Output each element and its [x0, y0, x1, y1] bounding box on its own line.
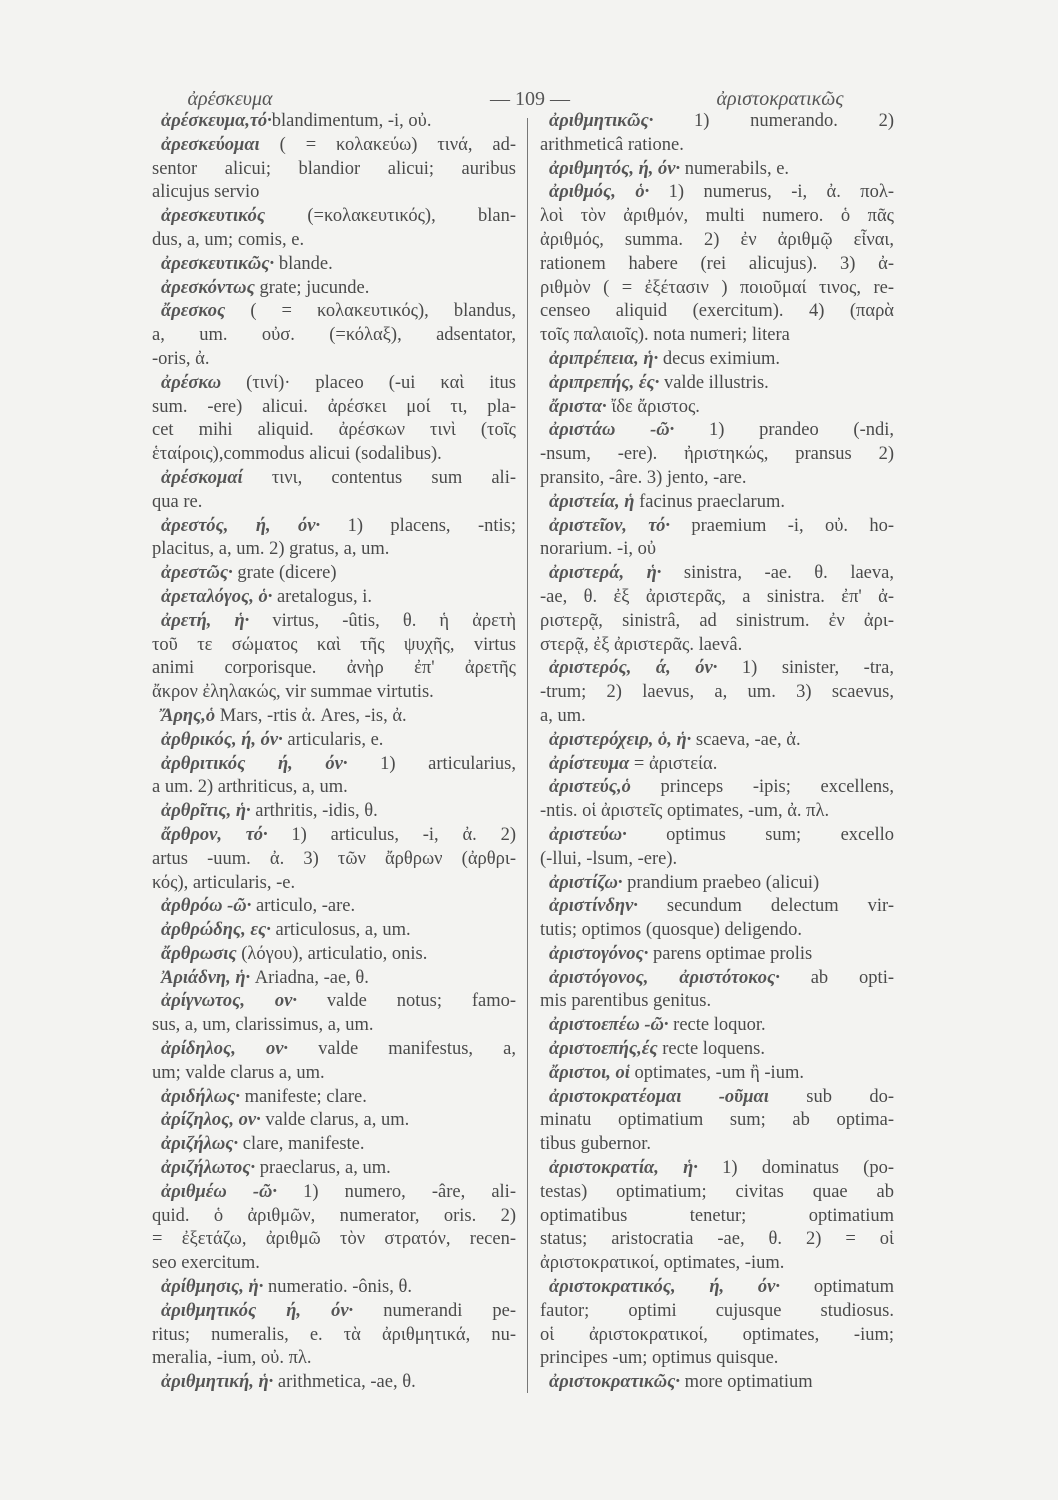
definition-text: sub do-: [768, 1086, 894, 1107]
definition-text: sus, a, um, clarissimus, a, um.: [152, 1015, 374, 1036]
definition-text: ἀριθμός, summa. 2) ἐν ἀριθμῷ εἶναι,: [540, 229, 894, 250]
entry-line: [540, 657, 894, 681]
headword: ἀρεσκευτικός: [161, 206, 266, 227]
definition-text: ( = κολακευτικός), blandus,: [225, 301, 516, 322]
headword: ἀριδήλως·: [161, 1086, 240, 1107]
definition-text: στερᾷ, ἐξ ἀριστερᾶς. laevâ.: [540, 634, 743, 655]
entry-line: [540, 324, 894, 348]
entry-line: [152, 562, 516, 586]
headword: ἄρθρον, τό·: [161, 824, 268, 845]
entry-line: [540, 1062, 894, 1086]
entry-line: [540, 919, 894, 943]
definition-text: λοὶ τὸν ἀριθμόν, multi numero. ὁ πᾶς: [540, 206, 894, 227]
definition-text: decus eximium.: [658, 348, 780, 369]
entry-line: [540, 300, 894, 324]
entry-line: [152, 895, 516, 919]
entry-line: [152, 943, 516, 967]
entry-line: [540, 1133, 894, 1157]
headword: Ἄρης,ὁ: [161, 705, 216, 726]
definition-text: optimus sum; excello: [626, 824, 894, 845]
definition-text: = ἀριστεία.: [629, 753, 718, 774]
headword: ἀριστίζω·: [549, 872, 623, 893]
entry-line: [152, 1014, 516, 1038]
definition-text: pransito, -âre. 3) jento, -are.: [540, 467, 747, 488]
definition-text: τοῖς παλαιοῖς). nota numeri; litera: [540, 325, 790, 346]
entry-line: [152, 396, 516, 420]
definition-text: -trum; 2) laevus, a, um. 3) scaevus,: [540, 682, 894, 703]
entry-line: [152, 1347, 516, 1371]
headword: ἀρίθμησις, ἡ·: [161, 1277, 264, 1298]
definition-text: -ntis. οἱ ἀριστεῖς optimates, -um, ἀ. πλ.: [540, 801, 830, 822]
definition-text: 1) placens, -ntis;: [320, 515, 516, 536]
entry-line: [540, 134, 894, 158]
entry-line: [152, 586, 516, 610]
headword: ἀριθμητικός ή, όν·: [161, 1300, 354, 1321]
headword: ἀριστεία, ἡ: [549, 491, 635, 512]
definition-text: valde manifestus, a,: [288, 1039, 516, 1060]
definition-text: 1) articularius,: [347, 753, 517, 774]
entry-line: [152, 753, 516, 777]
entry-line: [152, 1228, 516, 1252]
definition-text: status; aristocratia -ae, θ. 2) = οἱ: [540, 1229, 894, 1250]
definition-text: ab opti-: [779, 967, 894, 988]
definition-text: blandimentum, -i, οὐ.: [271, 111, 432, 131]
entry-line: [152, 181, 516, 205]
definition-text: ritus; numeralis, e. τὰ ἀριθμητικά, nu-: [152, 1324, 516, 1345]
entry-line: [152, 158, 516, 182]
definition-text: a, um. οὐσ. (=κόλαξ), adsentator,: [152, 325, 516, 346]
headword: ἀριθμός, ὁ·: [549, 182, 650, 203]
entry-line: [152, 1371, 516, 1395]
entry-line: [152, 538, 516, 562]
headword: ἀριστάω -ῶ·: [549, 420, 675, 441]
entry-line: [152, 1205, 516, 1229]
definition-text: recte loquens.: [657, 1039, 765, 1060]
entry-line: [152, 229, 516, 253]
definition-text: praeclarus, a, um.: [255, 1158, 391, 1179]
definition-text: ριστερᾷ, sinistrâ, ad sinistrum. ἐν ἀρι-: [540, 610, 894, 631]
entry-line: [152, 134, 516, 158]
headword: ἀρθρόω -ῶ·: [161, 896, 252, 917]
headword: ἄριστα·: [549, 396, 607, 417]
headword: ἀρίζηλος, ον·: [161, 1110, 261, 1131]
entry-line: [152, 967, 516, 991]
entry-line: [152, 1300, 516, 1324]
entry-line: [540, 1371, 894, 1395]
entry-line: [152, 1181, 516, 1205]
definition-text: secundum delectum vir-: [637, 896, 894, 917]
entry-line: [152, 205, 516, 229]
headword: ἀρεσκευτικῶς·: [161, 253, 275, 274]
entry-line: [540, 776, 894, 800]
definition-text: seo exercitum.: [152, 1253, 260, 1274]
entry-line: [152, 1133, 516, 1157]
definition-text: = ἐξετάζω, ἀριθμῶ τὸν στρατόν, recen-: [152, 1229, 516, 1250]
right-column: [540, 110, 894, 1395]
headword: ἀριστόγονος, ἀριστότοκος·: [549, 967, 780, 988]
entry-line: [540, 586, 894, 610]
definition-text: optimatibus tenetur; optimatium: [540, 1205, 894, 1226]
headword: ἀρεταλόγος, ὁ·: [161, 586, 273, 607]
headword: ἀριστερός, ά, όν·: [549, 658, 718, 679]
definition-text: artus -uum. ἀ. 3) τῶν ἄρθρων (ἀρθρι-: [152, 848, 516, 869]
entry-line: [152, 657, 516, 681]
entry-line: [540, 610, 894, 634]
definition-text: numeratio. -ônis, θ.: [263, 1277, 412, 1298]
headword: ἀριστερόχειρ, ὁ, ἡ·: [549, 729, 692, 750]
definition-text: recte loquor.: [668, 1015, 766, 1036]
definition-text: meralia, -ium, οὐ. πλ.: [152, 1348, 312, 1369]
headword: ἀριστίνδην·: [549, 896, 638, 917]
entry-line: [540, 467, 894, 491]
entry-line: [540, 1038, 894, 1062]
entry-line: [540, 895, 894, 919]
entry-line: [152, 467, 516, 491]
entry-line: [152, 1324, 516, 1348]
definition-text: cet mihi aliquid. ἀρέσκων τινὶ (τοῖς: [152, 420, 516, 441]
definition-text: numerandi pe-: [353, 1300, 516, 1321]
entry-line: [540, 1109, 894, 1133]
entry-line: [152, 372, 516, 396]
definition-text: prandium praebeo (alicui): [622, 872, 820, 893]
headword: ἀριθμητικῶς·: [549, 111, 654, 131]
entry-line: [152, 1038, 516, 1062]
entry-line: [540, 110, 894, 134]
definition-text: 1) numerando. 2): [653, 111, 894, 131]
entry-line: [540, 1157, 894, 1181]
entry-line: [540, 872, 894, 896]
headword: ἀρίγνωτος, ον·: [161, 991, 297, 1012]
entry-line: [540, 229, 894, 253]
definition-text: parens optimae prolis: [648, 943, 813, 964]
entry-line: [152, 443, 516, 467]
headword: ἀρέσκευμα,τό·: [161, 111, 272, 131]
headword: ἄρεσκος: [161, 301, 226, 322]
entry-line: [152, 681, 516, 705]
definition-text: blande.: [274, 253, 333, 274]
definition-text: mis parentibus genitus.: [540, 991, 712, 1012]
definition-text: articularis, e.: [282, 729, 384, 750]
headword: ἀρθριτικός ή, όν·: [161, 753, 348, 774]
definition-text: ἑταίροις),commodus alicui (sodalibus).: [152, 444, 442, 465]
entry-line: [152, 729, 516, 753]
definition-text: ριθμὸν ( = ἐξέτασιν ) ποιοῦμαί τινος, re-: [540, 277, 894, 298]
entry-line: [152, 324, 516, 348]
definition-text: rationem habere (rei alicujus). 3) ἀ-: [540, 253, 894, 274]
definition-text: facinus praeclarum.: [634, 491, 785, 512]
definition-text: norarium. -i, οὐ: [540, 539, 657, 560]
entry-line: [540, 634, 894, 658]
definition-text: minatu optimatium sum; ab optima-: [540, 1110, 894, 1131]
headword: ἀριθμητική, ἡ·: [161, 1372, 274, 1393]
entry-line: [540, 515, 894, 539]
headword: ἀριστοεπέω -ῶ·: [549, 1015, 669, 1036]
entry-line: [152, 1157, 516, 1181]
entry-line: [152, 110, 516, 134]
entry-line: [152, 491, 516, 515]
entry-line: [540, 1324, 894, 1348]
definition-text: censeo aliquid (exercitum). 4) (παρὰ: [540, 301, 894, 322]
definition-text: ἴδε ἄριστος.: [606, 396, 700, 417]
headword: ἀριθμέω -ῶ·: [161, 1181, 278, 1202]
definition-text: sum. -ere) alicui. ἀρέσκει μοί τι, pla-: [152, 396, 516, 417]
headword: ἀριστερά, ἡ·: [549, 563, 662, 584]
entry-line: [152, 277, 516, 301]
definition-text: quid. ὁ ἀριθμῶν, numerator, oris. 2): [152, 1205, 516, 1226]
entry-line: [540, 277, 894, 301]
definition-text: -ae, θ. ἐξ ἀριστερᾶς, a sinistra. ἐπ' ἀ-: [540, 586, 894, 607]
entry-line: [540, 443, 894, 467]
entry-line: [540, 824, 894, 848]
headword: ἀριζήλως·: [161, 1134, 239, 1155]
running-head-left: ἀρέσκευμα: [187, 88, 273, 110]
entry-line: [540, 1014, 894, 1038]
entry-line: [152, 705, 516, 729]
definition-text: κός), articularis, -e.: [152, 872, 296, 893]
definition-text: dus, a, um; comis, e.: [152, 229, 305, 250]
definition-text: τινι, contentus sum ali-: [242, 467, 516, 488]
entry-line: [540, 1347, 894, 1371]
headword: ἀρθρῖτις, ἡ·: [161, 801, 251, 822]
entry-line: [152, 634, 516, 658]
entry-line: [540, 943, 894, 967]
running-head-right: ἀριστοκρατικῶς: [716, 88, 844, 110]
definition-text: valde clarus, a, um.: [260, 1110, 410, 1131]
definition-text: animi corporisque. ἀνὴρ ἐπ' ἀρετῆς: [152, 658, 516, 679]
entry-line: [152, 610, 516, 634]
headword: ἄριστοι, οἱ: [549, 1062, 630, 1083]
definition-text: 1) articulus, -i, ἀ. 2): [267, 824, 516, 845]
definition-text: more optimatium: [680, 1372, 813, 1393]
entry-line: [152, 800, 516, 824]
entry-line: [540, 1181, 894, 1205]
entry-line: [540, 1300, 894, 1324]
definition-text: arithmeticâ ratione.: [540, 134, 684, 155]
headword: ἀριστεύω·: [549, 824, 627, 845]
entry-line: [540, 158, 894, 182]
definition-text: 1) numerus, -i, ἀ. πολ-: [649, 182, 894, 203]
definition-text: manifeste; clare.: [240, 1086, 367, 1107]
definition-text: sentor alicui; blandior alicui; auribus: [152, 158, 516, 179]
definition-text: ( = κολακεύω) τινά, ad-: [259, 134, 516, 155]
entry-line: [540, 800, 894, 824]
definition-text: sinistra, -ae. θ. laeva,: [661, 563, 894, 584]
definition-text: scaeva, -ae, ἀ.: [691, 729, 801, 750]
headword: ἀρίδηλος, ον·: [161, 1039, 289, 1060]
entry-line: [152, 1252, 516, 1276]
definition-text: τοῦ τε σώματος καὶ τῆς ψυχῆς, virtus: [152, 634, 516, 655]
entry-line: [152, 1062, 516, 1086]
headword: ἀρετή, ἡ·: [161, 610, 250, 631]
entry-line: [152, 1276, 516, 1300]
definition-text: 1) dominatus (po-: [697, 1158, 895, 1179]
headword: ἀρίστευμα: [549, 753, 630, 774]
entry-line: [540, 396, 894, 420]
definition-text: tibus gubernor.: [540, 1134, 651, 1155]
entry-line: [540, 681, 894, 705]
headword: ἀρθρικός, ή, όν·: [161, 729, 283, 750]
entry-line: [152, 872, 516, 896]
headword: ἀρεστῶς·: [161, 563, 233, 584]
definition-text: articulosus, a, um.: [270, 920, 411, 941]
definition-text: 1) prandeo (-ndi,: [674, 420, 894, 441]
definition-text: grate; jucunde.: [254, 277, 370, 298]
headword: ἀριπρεπής, ές·: [549, 372, 660, 393]
definition-text: clare, manifeste.: [238, 1134, 365, 1155]
definition-text: a um. 2) arthriticus, a, um.: [152, 777, 348, 798]
entry-line: [152, 515, 516, 539]
entry-line: [540, 372, 894, 396]
entry-line: [540, 1228, 894, 1252]
headword: ἀρθρώδης, ες·: [161, 920, 271, 941]
entry-line: [152, 419, 516, 443]
headword: ἀριστοκρατικός, ή, όν·: [549, 1277, 781, 1298]
headword: ἀριστοκρατικῶς·: [549, 1372, 681, 1393]
headword: ἀριστογόνος·: [549, 943, 649, 964]
definition-text: valde notus; famo-: [296, 991, 516, 1012]
definition-text: um; valde clarus a, um.: [152, 1062, 325, 1083]
headword: ἀριθμητός, ή, όν·: [549, 158, 681, 179]
headword: ἀρεσκόντως: [161, 277, 255, 298]
entry-line: [540, 990, 894, 1014]
entry-line: [540, 967, 894, 991]
headword: ἀριστοεπής,ές: [549, 1039, 658, 1060]
definition-text: a, um.: [540, 705, 586, 726]
definition-text: placitus, a, um. 2) gratus, a, um.: [152, 539, 390, 560]
definition-text: οἱ ἀριστοκρατικοί, optimates, -ium;: [540, 1324, 894, 1345]
entry-line: [152, 990, 516, 1014]
definition-text: princeps -ipis; excellens,: [630, 777, 894, 798]
headword: ἀρεσκεύομαι: [161, 134, 260, 155]
definition-text: -nsum, -ere). ἠριστηκώς, pransus 2): [540, 444, 894, 465]
page-number: — 109 —: [490, 88, 570, 110]
headword: ἀριστεῖον, τό·: [549, 515, 671, 536]
entry-line: [152, 776, 516, 800]
headword: ἀριπρέπεια, ἡ·: [549, 348, 659, 369]
definition-text: articulo, -are.: [251, 896, 356, 917]
definition-text: fautor; optimi cujusque studiosus.: [540, 1300, 894, 1321]
entry-line: [152, 253, 516, 277]
entry-line: [540, 1252, 894, 1276]
headword: ἀριστοκρατία, ἡ·: [549, 1158, 698, 1179]
entry-line: [540, 705, 894, 729]
definition-text: 1) sinister, -tra,: [717, 658, 894, 679]
definition-text: principes -um; optimus quisque.: [540, 1348, 779, 1369]
entry-line: [540, 181, 894, 205]
entry-line: [152, 848, 516, 872]
entry-line: [540, 538, 894, 562]
entry-line: [540, 729, 894, 753]
definition-text: arthritis, -idis, θ.: [250, 801, 378, 822]
definition-text: -oris, ἀ.: [152, 348, 210, 369]
definition-text: arithmetica, -ae, θ.: [273, 1372, 416, 1393]
definition-text: 1) numero, -âre, ali-: [277, 1181, 516, 1202]
definition-text: (=κολακευτικός), blan-: [265, 206, 516, 227]
definition-text: aretalogus, i.: [272, 586, 372, 607]
headword: ἀρέσκω: [161, 372, 222, 393]
definition-text: (τινί)· placeo (-ui καὶ itus: [221, 372, 516, 393]
definition-text: Mars, -rtis ἀ. Ares, -is, ἀ.: [215, 705, 407, 726]
entry-line: [540, 205, 894, 229]
definition-text: praemium -i, οὐ. ho-: [670, 515, 894, 536]
entry-line: [152, 1086, 516, 1110]
entry-line: [540, 753, 894, 777]
entry-line: [540, 491, 894, 515]
definition-text: qua re.: [152, 491, 203, 512]
entry-line: [540, 253, 894, 277]
headword: ἀριστεύς,ὁ: [549, 777, 631, 798]
definition-text: testas) optimatium; civitas quae ab: [540, 1181, 894, 1202]
definition-text: optimates, -um ἢ -ium.: [629, 1062, 804, 1083]
definition-text: virtus, -ûtis, θ. ἡ ἀρετὴ: [249, 610, 516, 631]
entry-line: [152, 348, 516, 372]
entry-line: [152, 824, 516, 848]
entry-line: [540, 348, 894, 372]
headword: ἀριζήλωτος·: [161, 1158, 256, 1179]
entry-line: [152, 1109, 516, 1133]
entry-line: [152, 919, 516, 943]
headword: ἀριστοκρατέομαι -οῦμαι: [549, 1086, 769, 1107]
entry-line: [540, 1205, 894, 1229]
definition-text: alicujus servio: [152, 182, 260, 203]
definition-text: Ariadna, -ae, θ.: [250, 967, 369, 988]
entry-line: [540, 848, 894, 872]
definition-text: ἀριστοκρατικοί, optimates, -ium.: [540, 1253, 785, 1274]
definition-text: tutis; optimos (quosque) deligendo.: [540, 920, 803, 941]
entry-line: [152, 300, 516, 324]
entry-line: [540, 1086, 894, 1110]
entry-line: [540, 1276, 894, 1300]
left-column: [152, 110, 516, 1395]
definition-text: (λόγου), articulatio, onis.: [236, 943, 428, 964]
entry-line: [540, 562, 894, 586]
definition-text: numerabils, e.: [680, 158, 790, 179]
definition-text: optimatum: [780, 1277, 894, 1298]
headword: Ἀριάδνη, ἡ·: [161, 967, 251, 988]
headword: ἀρέσκομαί: [161, 467, 243, 488]
definition-text: ἄκρον ἐληλακώς, vir summae virtutis.: [152, 682, 434, 703]
definition-text: (-llui, -lsum, -ere).: [540, 848, 678, 869]
definition-text: grate (dicere): [232, 563, 337, 584]
entry-line: [540, 419, 894, 443]
column-divider: [527, 118, 528, 1393]
headword: ἀρεστός, ή, όν·: [161, 515, 321, 536]
headword: ἄρθρωσις: [161, 943, 237, 964]
definition-text: valde illustris.: [659, 372, 769, 393]
